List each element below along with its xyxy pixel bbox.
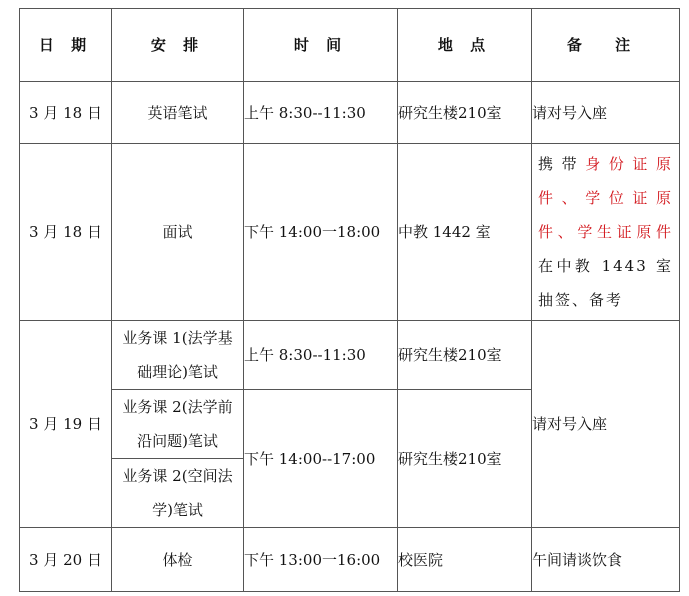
row-location: 研究生楼210室 <box>398 82 532 144</box>
arrangement-text: 业务课 2(空间法学)笔试 <box>122 467 233 519</box>
header-date: 日 期 <box>20 9 112 82</box>
required-doc-student-id: 学生证原件 <box>577 223 673 241</box>
row-arrangement <box>112 459 244 528</box>
header-row <box>20 9 680 82</box>
required-doc-id-card: 身份证原件 <box>538 155 673 207</box>
required-doc-degree-cert: 学位证原件 <box>538 189 673 241</box>
note-suffix: 在中教 1443 室抽签、备考 <box>538 257 673 309</box>
row-remarks: 请对号入座 <box>532 321 680 528</box>
row-arrangement: 体检 <box>112 528 244 592</box>
row-location: 研究生楼210室 <box>398 321 532 390</box>
header-arrangement: 安 排 <box>112 9 244 82</box>
row-arrangement: 面试 <box>112 144 244 321</box>
arrangement-text: 业务课 1(法学基础理论)笔试 <box>122 329 233 381</box>
interview-note <box>532 144 679 320</box>
row-location: 校医院 <box>398 528 532 592</box>
arrangement-text: 业务课 2(法学前沿问题)笔试 <box>122 398 233 450</box>
row-time: 下午 13:00一16:00 <box>244 528 398 592</box>
row-time: 下午 14:00--17:00 <box>244 390 398 528</box>
row-date: 3 月 18 日 <box>20 82 112 144</box>
row-time: 下午 14:00一18:00 <box>244 144 398 321</box>
note-prefix: 携带 <box>538 155 586 173</box>
header-location: 地 点 <box>398 9 532 82</box>
row-remarks: 午间请谈饮食 <box>532 528 680 592</box>
header-time: 时 间 <box>244 9 398 82</box>
row-date: 3 月 18 日 <box>20 144 112 321</box>
row-location: 研究生楼210室 <box>398 390 532 528</box>
row-location: 中教 1442 室 <box>398 144 532 321</box>
table-row <box>20 144 680 321</box>
row-arrangement <box>112 321 244 390</box>
exam-schedule-table <box>19 8 680 592</box>
row-date: 3 月 19 日 <box>20 321 112 528</box>
table-row <box>20 528 680 592</box>
row-date: 3 月 20 日 <box>20 528 112 592</box>
table-row <box>20 321 680 390</box>
table-row <box>20 82 680 144</box>
row-arrangement <box>112 390 244 459</box>
row-remarks <box>532 144 680 321</box>
row-time: 上午 8:30--11:30 <box>244 82 398 144</box>
row-remarks: 请对号入座 <box>532 82 680 144</box>
note-separator: 、 <box>557 223 578 241</box>
header-remarks: 备 注 <box>532 9 680 82</box>
note-separator: 、 <box>561 189 586 207</box>
row-time: 上午 8:30--11:30 <box>244 321 398 390</box>
row-arrangement: 英语笔试 <box>112 82 244 144</box>
